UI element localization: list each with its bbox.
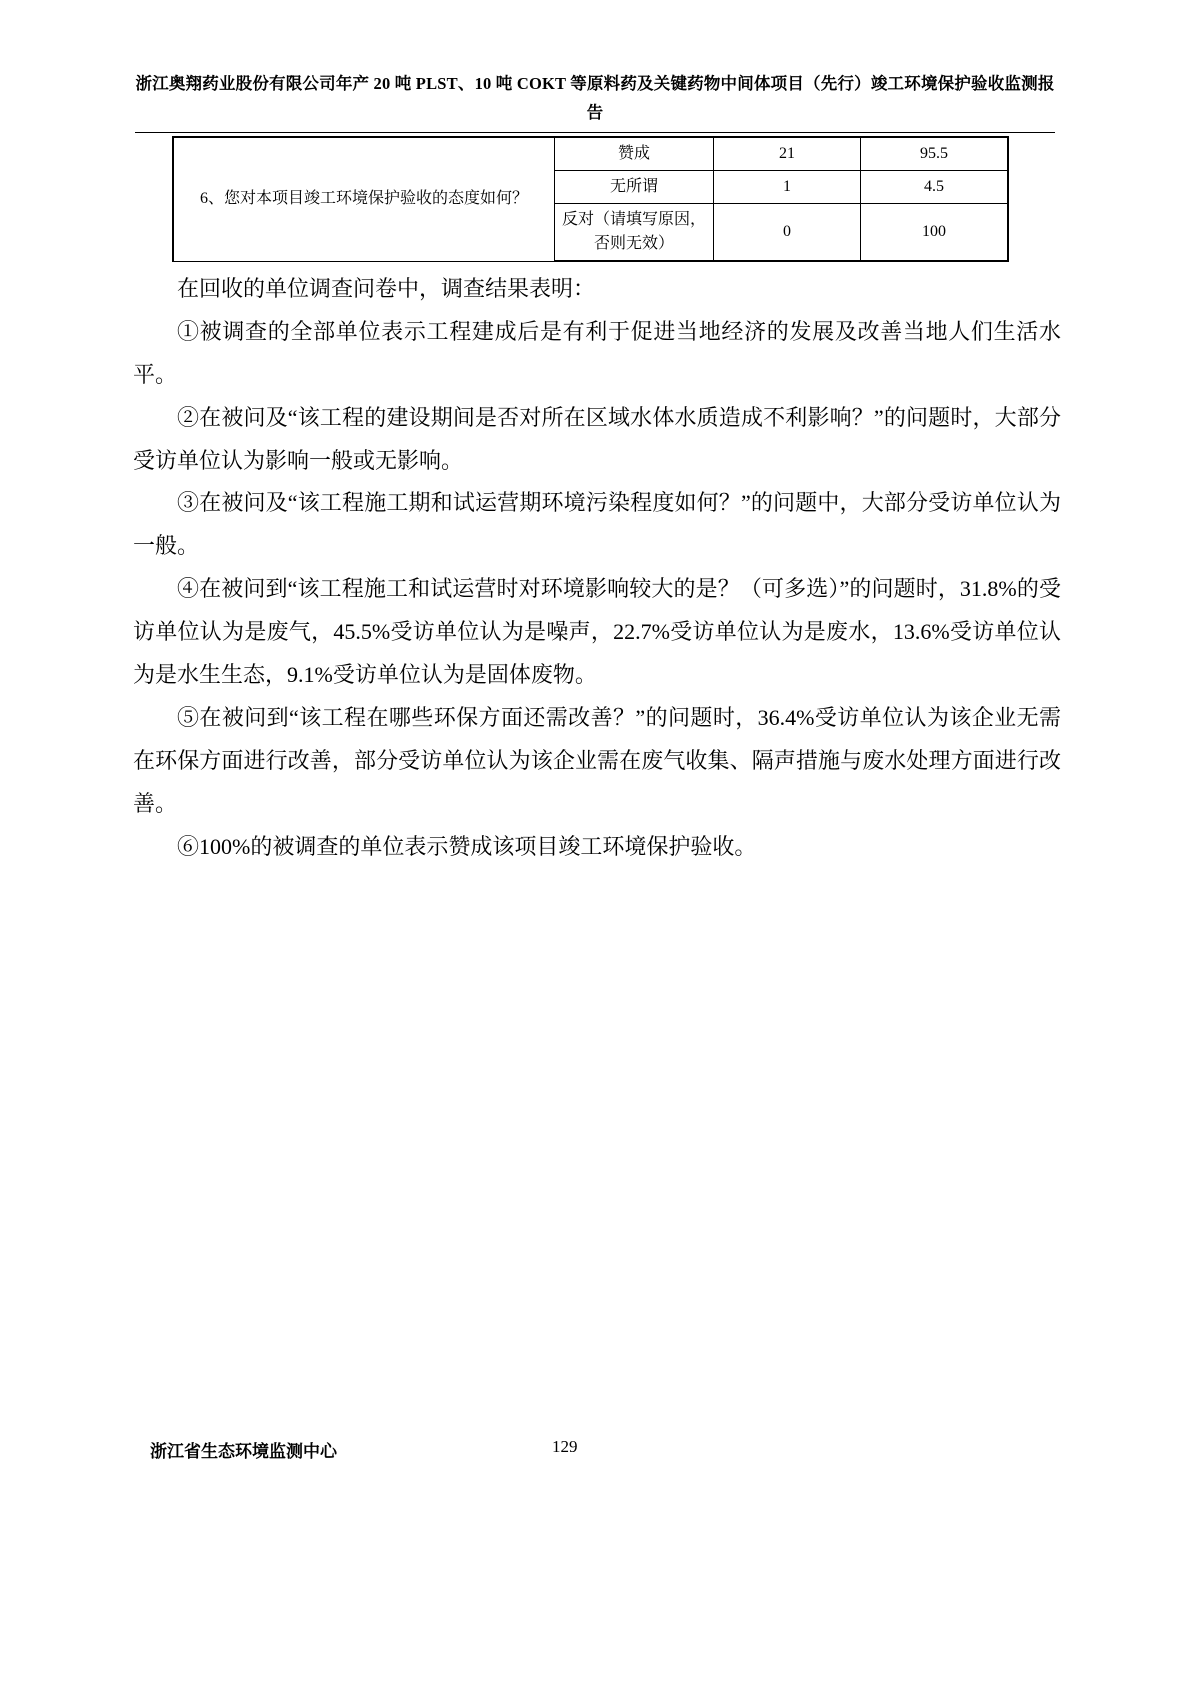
option-count: 0 [714,204,861,262]
survey-table [172,136,1009,262]
option-count: 21 [714,137,861,171]
footer-organization: 浙江省生态环境监测中心 [150,1442,337,1461]
header-divider [135,132,1055,133]
option-label: 反对（请填写原因，否则无效） [555,204,714,262]
option-label: 赞成 [555,137,714,171]
paragraph-intro: 在回收的单位调查问卷中，调查结果表明： [177,276,596,301]
footer-page-number: 129 [552,1437,578,1456]
option-percent: 4.5 [861,171,1009,204]
page-header: 浙江奥翔药业股份有限公司年产 20 吨 PLST、10 吨 COKT 等原料药及关键药物中间体项目（先行）竣工环境保护验收监测报告 [135,74,1055,122]
option-label: 无所谓 [555,171,714,204]
table-row [173,137,1008,171]
option-percent: 100 [861,204,1009,262]
paragraph-4: ④在被问到“该工程施工和试运营时对环境影响较大的是？（可多选）”的问题时，31.8%的受访单位认为是废气，45.5%受访单位认为是噪声，22.7%受访单位认为是废水，13.6%受访单位认为是水生生态，9.1%受访单位认为是固体废物。 [133,576,1061,688]
survey-table-wrapper [172,136,946,262]
paragraph-3: ③在被问及“该工程施工期和试运营期环境污染程度如何？”的问题中，大部分受访单位认为一般。 [133,490,1061,559]
paragraph-2: ②在被问及“该工程的建设期间是否对所在区域水体水质造成不利影响？”的问题时，大部分受访单位认为影响一般或无影响。 [133,404,1061,473]
option-percent: 95.5 [861,137,1009,171]
body-text [133,268,1061,868]
option-count: 1 [714,171,861,204]
survey-question: 6、您对本项目竣工环境保护验收的态度如何？ [173,137,555,261]
paragraph-1: ①被调查的全部单位表示工程建成后是有利于促进当地经济的发展及改善当地人们生活水平。 [133,318,1061,387]
paragraph-5: ⑤在被问到“该工程在哪些环保方面还需改善？”的问题时，36.4%受访单位认为该企业无需在环保方面进行改善，部分受访单位认为该企业需在废气收集、隔声措施与废水处理方面进行改善。 [133,704,1061,816]
paragraph-6: ⑥100%的被调查的单位表示赞成该项目竣工环境保护验收。 [177,833,757,859]
